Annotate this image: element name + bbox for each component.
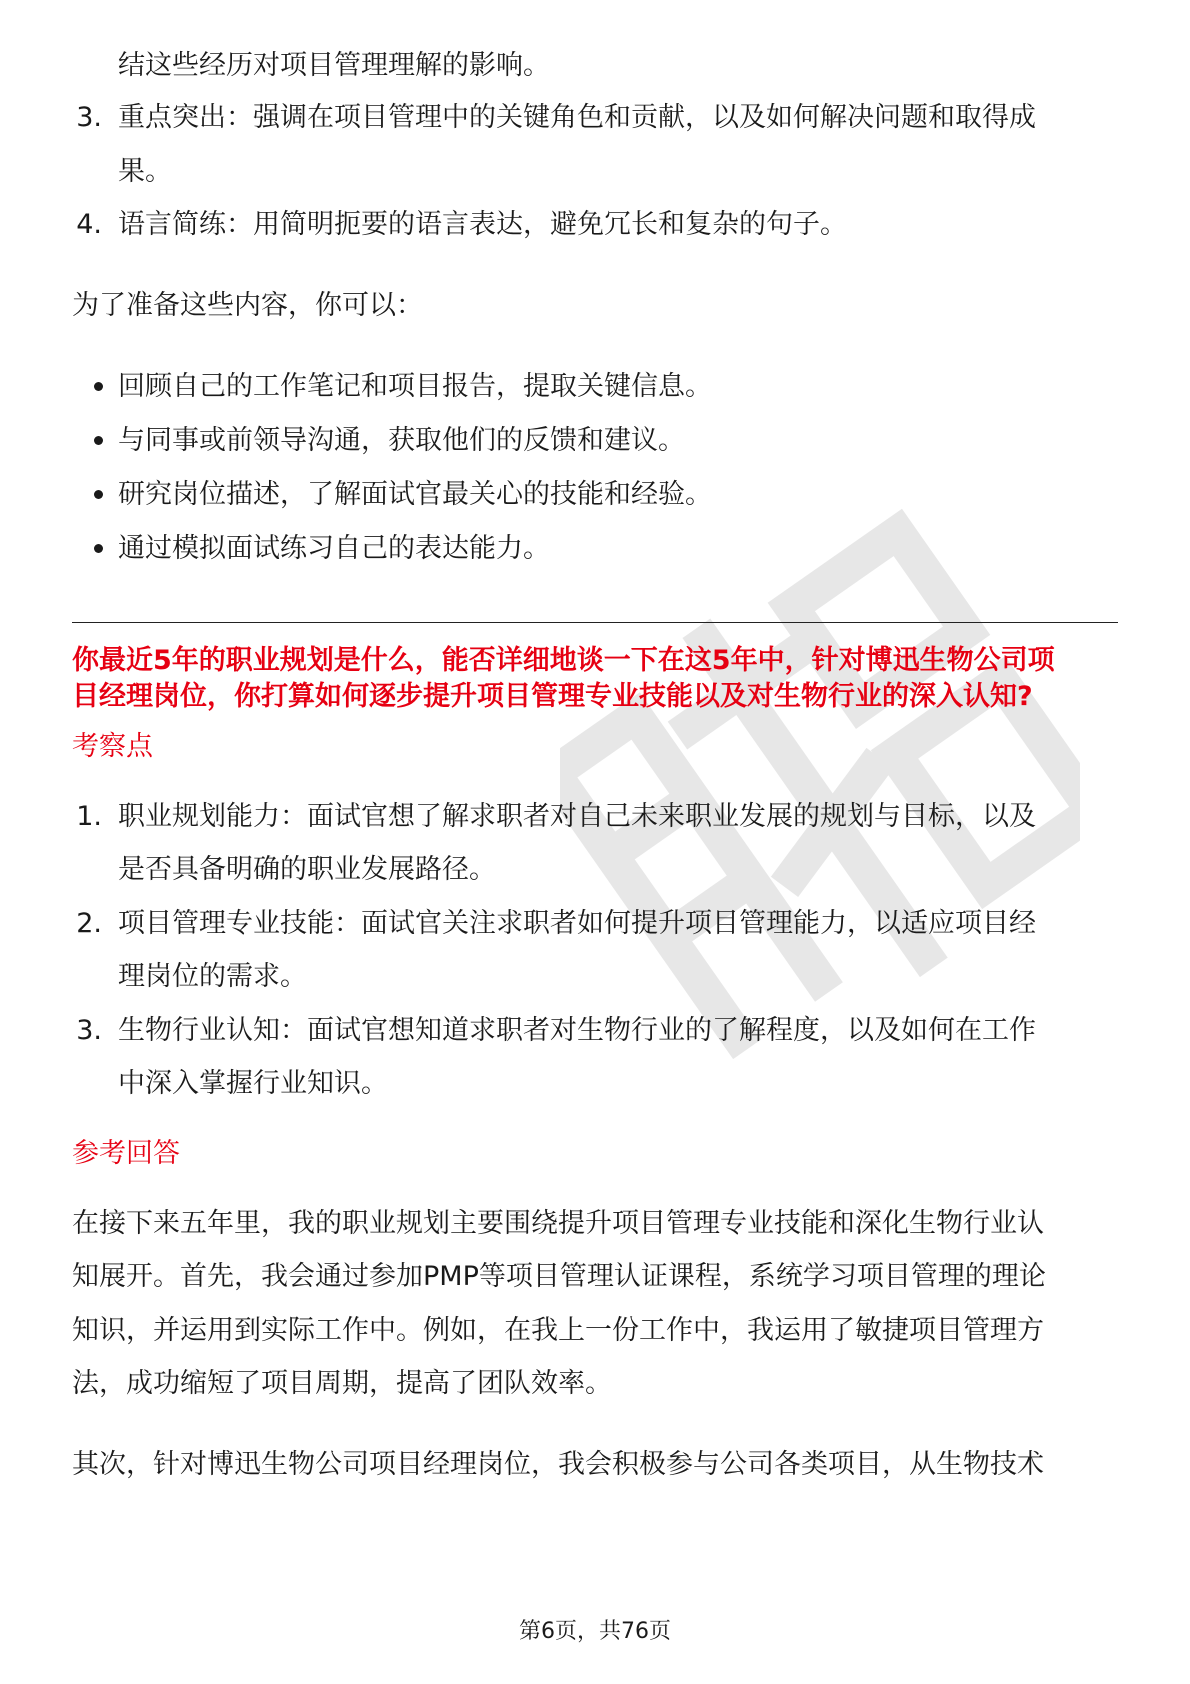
list-item-text: 项目管理专业技能：面试官关注求职者如何提升项目管理能力，以适应项目经 — [118, 908, 1036, 939]
answer-line: 在接下来五年里，我的职业规划主要围绕提升项目管理专业技能和深化生物行业认 — [72, 1208, 1044, 1239]
bullet-item: 回顾自己的工作笔记和项目报告，提取关键信息。 — [118, 371, 712, 402]
section-divider — [72, 622, 1118, 623]
exam-heading: 考察点 — [72, 731, 153, 762]
list-number: 1. — [76, 801, 102, 832]
answer-line: 法，成功缩短了项目周期，提高了团队效率。 — [72, 1368, 612, 1399]
page-number: 第6页，共76页 — [519, 1619, 671, 1644]
list-number: 3. — [76, 102, 102, 133]
answer-line: 知识，并运用到实际工作中。例如，在我上一份工作中，我运用了敏捷项目管理方 — [72, 1315, 1044, 1346]
answer-line: 其次，针对博迅生物公司项目经理岗位，我会积极参与公司各类项目，从生物技术 — [72, 1449, 1044, 1480]
bullet-icon — [94, 490, 103, 499]
bullet-item: 通过模拟面试练习自己的表达能力。 — [118, 533, 550, 564]
bullet-item: 与同事或前领导沟通，获取他们的反馈和建议。 — [118, 425, 685, 456]
list-item-text: 果。 — [118, 156, 172, 187]
list-number: 2. — [76, 908, 102, 939]
list-item-text: 理岗位的需求。 — [118, 961, 307, 992]
list-item-text: 是否具备明确的职业发展路径。 — [118, 854, 496, 885]
question-title: 你最近5年的职业规划是什么，能否详细地谈一下在这5年中，针对博迅生物公司项 — [72, 645, 1055, 676]
answer-heading: 参考回答 — [72, 1138, 180, 1169]
list-number: 4. — [76, 209, 102, 240]
prep-intro: 为了准备这些内容，你可以： — [72, 290, 423, 321]
list-item-text: 语言简练：用简明扼要的语言表达，避免冗长和复杂的句子。 — [118, 209, 847, 240]
question-title: 目经理岗位，你打算如何逐步提升项目管理专业技能以及对生物行业的深入认知? — [72, 681, 1033, 712]
list-item-text: 重点突出：强调在项目管理中的关键角色和贡献，以及如何解决问题和取得成 — [118, 102, 1036, 133]
bullet-icon — [94, 436, 103, 445]
list-item-text: 中深入掌握行业知识。 — [118, 1068, 388, 1099]
bullet-icon — [94, 382, 103, 391]
answer-line: 知展开。首先，我会通过参加PMP等项目管理认证课程，系统学习项目管理的理论 — [72, 1261, 1046, 1292]
bullet-icon — [94, 544, 103, 553]
list-number: 3. — [76, 1015, 102, 1046]
bullet-item: 研究岗位描述，了解面试官最关心的技能和经验。 — [118, 479, 712, 510]
list-item-continuation: 结这些经历对项目管理理解的影响。 — [118, 50, 550, 81]
list-item-text: 职业规划能力：面试官想了解求职者对自己未来职业发展的规划与目标，以及 — [118, 801, 1036, 832]
list-item-text: 生物行业认知：面试官想知道求职者对生物行业的了解程度，以及如何在工作 — [118, 1015, 1036, 1046]
